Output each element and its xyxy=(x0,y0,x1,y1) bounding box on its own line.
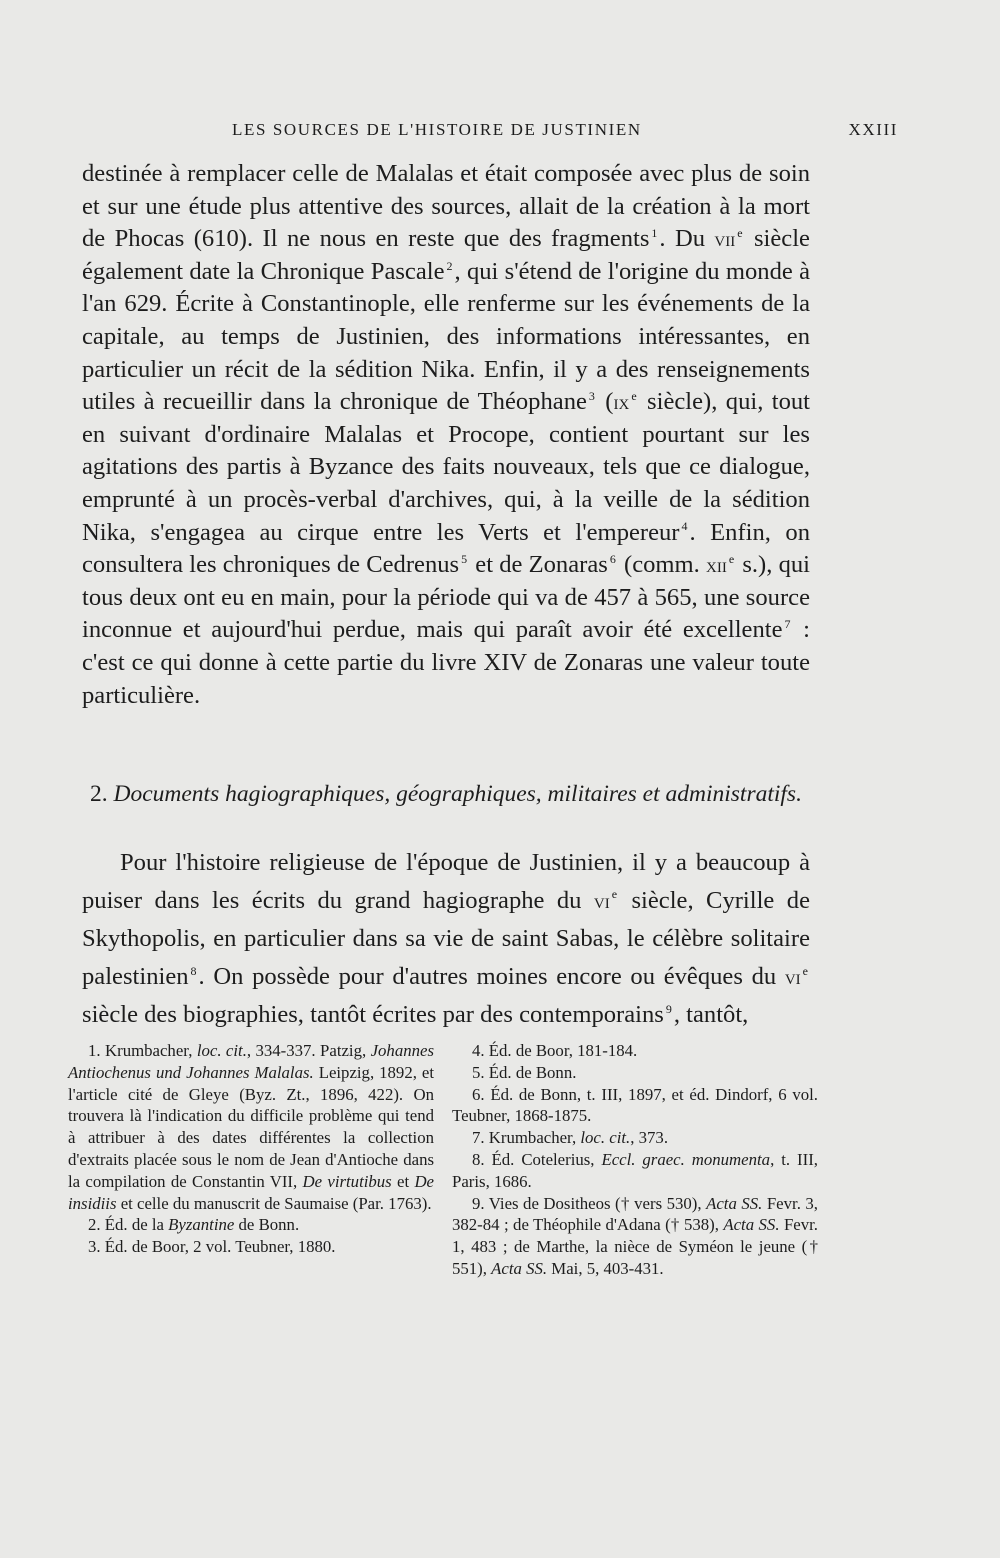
paragraph-sources-chronicles: destinée à remplacer celle de Malalas et était composée avec plus de soin et sur une étude plus attentive des sources, allait de la création à la mort de Phocas (610). Il ne nous en reste que des fragments $^1$. Du vii $^e$ siècle également date la Chronique Pascale $^2$, qui s'étend de l'origine du monde à l'an 629. Écrite à Constantinople, elle renferme sur les événements de la capitale, au temps de Justinien, des informations intéressantes, en particulier un récit de la sédition Nika. Enfin, il y a des renseignements utiles à recueillir dans la chronique de Théophane $^3$ (ix $^e$ siècle), qui, tout en suivant d'ordinaire Malalas et Procope, contient pourtant sur les agitations des partis à Byzance des faits nouveaux, tels que ce dialogue, emprunté à un procès-verbal d'archives, qui, à la veille de la sédition Nika, s'engagea au cirque entre les Verts et l'empereur $^4$. Enfin, on consultera les chroniques de Cedrenus $^5$ et de Zonaras $^6$ (comm. xii $^e$ s.), qui tous deux ont eu en main, pour la période qui va de 457 à 565, une source inconnue et aujourd'hui perdue, mais qui paraît avoir été excellente $^7$ : c'est ce qui donne à cette partie du livre XIV de Zonaras une valeur toute particulière. xyxy=(82,160,811,709)
footnote-7: 7. Krumbacher, loc. cit., 373. xyxy=(472,1128,669,1148)
footnote-3: 3. Éd. de Boor, 2 vol. Teubner, 1880. xyxy=(88,1237,336,1257)
footnote-ref-6: 6 xyxy=(609,551,616,566)
running-title: LES SOURCES DE L'HISTOIRE DE JUSTINIEN xyxy=(232,120,642,139)
footnote-9: 9. Vies de Dositheos († vers 530), Acta SS. Fevr. 3, 382-84 ; de Théophile d'Adana († 538), Acta SS. Fevr. 1, 483 ; de Marthe, la nièce de Syméon le jeune († 551), Acta SS. Mai, 5, 403-431. xyxy=(452,1193,818,1278)
footnote-8: 8. Éd. Cotelerius, Eccl. graec. monumenta, t. III, Paris, 1686. xyxy=(452,1149,818,1191)
footnote-ref-1: 1 xyxy=(651,226,658,240)
footnote-ref-8: 8 xyxy=(190,963,197,978)
footnote-6: 6. Éd. de Bonn, t. III, 1897, et éd. Dindorf, 6 vol. Teubner, 1868-1875. xyxy=(452,1084,818,1126)
footnote-2: 2. Éd. de la Byzantine de Bonn. xyxy=(88,1215,300,1235)
section-title: Documents hagiographiques, géographiques, militaires et administratifs. xyxy=(113,781,802,807)
footnote-ref-2: 2 xyxy=(446,258,453,273)
footnotes-left-column xyxy=(68,1040,434,1258)
section-heading xyxy=(90,778,806,810)
footnote-1: 1. Krumbacher, loc. cit., 334-337. Patzig, Johannes Antiochenus und Johannes Malalas. Leipzig, 1892, et l'article cité de Gleye (Byz. Zt., 1896, 422). On trouvera là l'indication du difficile problème qui tend à attribuer à des dates différentes la collection d'extraits placée sous le nom de Jean d'Antioche dans la compilation de Constantin VII, De virtutibus et De insidiis et celle du manuscrit de Saumaise (Par. 1763). xyxy=(68,1041,435,1213)
paragraph-hagiography: Pour l'histoire religieuse de l'époque de Justinien, il y a beaucoup à puiser dans les écrits du grand hagiographe du vi $^e$ siècle, Cyrille de Skythopolis, en particulier dans sa vie de saint Sabas, le célèbre solitaire palestinien $^8$. On possède pour d'autres moines encore ou évêques du vi $^e$ siècle des biographies, tantôt écrites par des contemporains $^9$, tantôt, xyxy=(82,849,810,1029)
footnote-ref-5: 5 xyxy=(461,551,468,566)
page-number: XXIII xyxy=(848,120,898,139)
century-numeral: ix xyxy=(613,390,630,415)
footnote-ref-3: 3 xyxy=(588,388,595,403)
section-body xyxy=(82,844,810,1034)
century-numeral: vii xyxy=(714,227,736,252)
century-numeral: vi xyxy=(784,964,801,989)
century-numeral: vi xyxy=(593,888,610,913)
footnote-ref-7: 7 xyxy=(784,617,791,632)
footnote-ref-9: 9 xyxy=(665,1002,672,1017)
century-numeral: xii xyxy=(706,553,727,578)
main-text xyxy=(82,158,810,712)
section-number: 2. xyxy=(90,781,108,807)
footnote-5: 5. Éd. de Bonn. xyxy=(472,1062,577,1082)
footnote-ref-4: 4 xyxy=(681,519,688,534)
footnotes-right-column xyxy=(452,1040,818,1280)
footnote-4: 4. Éd. de Boor, 181-184. xyxy=(472,1041,638,1060)
